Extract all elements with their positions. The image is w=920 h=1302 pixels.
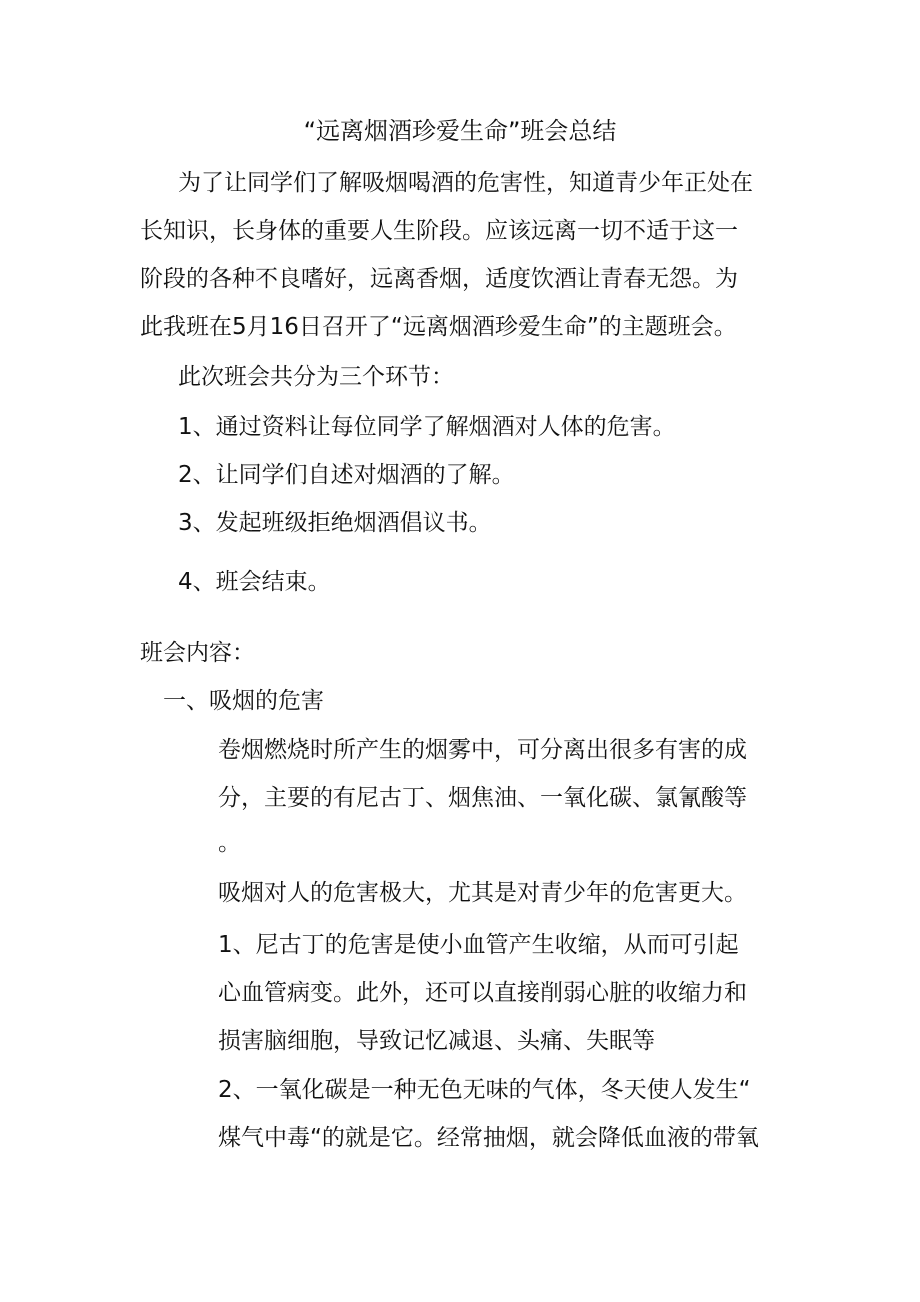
part1-point1-line-2: 心血管病变。此外，还可以直接削弱心脏的收缩力和 — [218, 980, 747, 1006]
intro-line-4: 此我班在5月16日召开了“远离烟酒珍爱生命”的主题班会。 — [140, 314, 737, 340]
part1-point2-line-1: 2、一氧化碳是一种无色无味的气体，冬天使人发生“ — [218, 1077, 751, 1103]
intro-line-2: 长知识，长身体的重要人生阶段。应该远离一切不适于这一 — [140, 218, 738, 244]
document-title: “远离烟酒珍爱生命”班会总结 — [303, 117, 617, 145]
step-1: 1、通过资料让每位同学了解烟酒对人体的危害。 — [178, 414, 676, 440]
part1-point1-line-1: 1、尼古丁的危害是使小血管产生收缩，从而可引起 — [218, 932, 739, 958]
intro-line-3: 阶段的各种不良嗜好，远离香烟，适度饮酒让青春无怨。为 — [140, 266, 738, 292]
step-3: 3、发起班级拒绝烟酒倡议书。 — [178, 510, 492, 536]
sections-intro: 此次班会共分为三个环节： — [178, 364, 454, 390]
content-label: 班会内容： — [140, 640, 255, 666]
part1-para1-line-1: 卷烟燃烧时所产生的烟雾中，可分离出很多有害的成 — [218, 737, 747, 763]
step-4: 4、班会结束。 — [178, 569, 331, 595]
part1-point2-line-2: 煤气中毒“的就是它。经常抽烟，就会降低血液的带氧 — [218, 1125, 759, 1151]
step-2: 2、让同学们自述对烟酒的了解。 — [178, 462, 515, 488]
part1-point1-line-3: 损害脑细胞，导致记忆减退、头痛、失眠等 — [218, 1028, 655, 1054]
part1-para1-line-3: 。 — [218, 830, 241, 856]
part1-para1-line-2: 分，主要的有尼古丁、烟焦油、一氧化碳、氯氰酸等 — [218, 785, 747, 811]
intro-line-1: 为了让同学们了解吸烟喝酒的危害性，知道青少年正处在 — [178, 170, 753, 196]
part1-heading: 一、吸烟的危害 — [163, 688, 324, 714]
part1-para2: 吸烟对人的危害极大，尤其是对青少年的危害更大。 — [218, 880, 747, 906]
